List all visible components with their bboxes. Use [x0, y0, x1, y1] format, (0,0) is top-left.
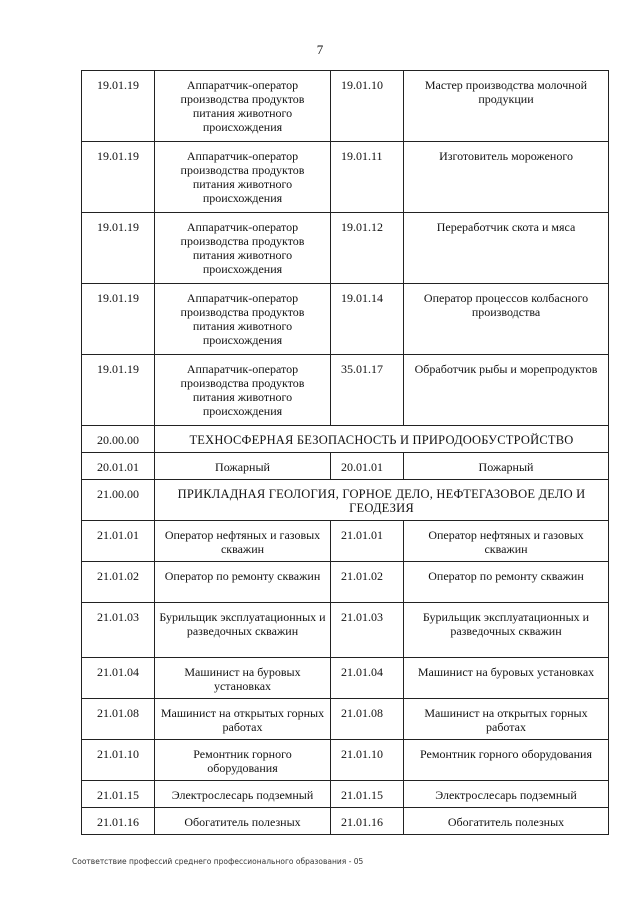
profession-name-left: Аппаратчик-оператор производства продуктов питания животного происхождения [155, 71, 331, 142]
profession-name-left: Аппаратчик-оператор производства продуктов питания животного происхождения [155, 284, 331, 355]
table-row [82, 658, 609, 699]
profession-name-right: Оператор процессов колбасного производства [404, 284, 609, 355]
profession-name-left: Аппаратчик-оператор производства продуктов питания животного происхождения [155, 142, 331, 213]
profession-name-right: Обогатитель полезных [404, 808, 609, 835]
profession-name-right: Машинист на открытых горных работах [404, 699, 609, 740]
profession-name-right: Обработчик рыбы и морепродуктов [404, 355, 609, 426]
table-row [82, 453, 609, 480]
profession-code-right: 19.01.12 [331, 213, 404, 284]
profession-name-left: Оператор по ремонту скважин [155, 562, 331, 603]
profession-code-right: 20.01.01 [331, 453, 404, 480]
profession-code-right: 21.01.10 [331, 740, 404, 781]
profession-name-left: Аппаратчик-оператор производства продуктов питания животного происхождения [155, 355, 331, 426]
profession-code-right: 21.01.01 [331, 521, 404, 562]
section-code: 20.00.00 [82, 426, 155, 453]
table-row [82, 213, 609, 284]
profession-code-left: 21.01.08 [82, 699, 155, 740]
profession-name-right: Изготовитель мороженого [404, 142, 609, 213]
table-row [82, 521, 609, 562]
table-row [82, 808, 609, 835]
profession-name-right: Пожарный [404, 453, 609, 480]
section-title: ТЕХНОСФЕРНАЯ БЕЗОПАСНОСТЬ И ПРИРОДООБУСТРОЙСТВО [155, 426, 609, 453]
profession-name-left: Ремонтник горного оборудования [155, 740, 331, 781]
profession-code-right: 21.01.15 [331, 781, 404, 808]
profession-name-right: Ремонтник горного оборудования [404, 740, 609, 781]
profession-code-right: 19.01.14 [331, 284, 404, 355]
profession-code-right: 21.01.04 [331, 658, 404, 699]
section-row [82, 480, 609, 521]
profession-name-left: Пожарный [155, 453, 331, 480]
profession-code-right: 35.01.17 [331, 355, 404, 426]
profession-code-left: 19.01.19 [82, 142, 155, 213]
table-row [82, 71, 609, 142]
table-row [82, 562, 609, 603]
profession-code-left: 19.01.19 [82, 213, 155, 284]
profession-name-left: Машинист на буровых установках [155, 658, 331, 699]
profession-code-left: 21.01.01 [82, 521, 155, 562]
profession-code-left: 21.01.10 [82, 740, 155, 781]
professions-table [81, 70, 609, 835]
profession-name-right: Переработчик скота и мяса [404, 213, 609, 284]
table-row [82, 284, 609, 355]
page-footer: Соответствие профессий среднего профессионального образования - 05 [72, 857, 364, 866]
profession-code-right: 19.01.11 [331, 142, 404, 213]
profession-name-left: Электрослесарь подземный [155, 781, 331, 808]
profession-code-right: 21.01.02 [331, 562, 404, 603]
profession-name-right: Бурильщик эксплуатационных и разведочных скважин [404, 603, 609, 658]
professions-table-body [82, 71, 609, 835]
table-row [82, 142, 609, 213]
section-code: 21.00.00 [82, 480, 155, 521]
profession-name-left: Бурильщик эксплуатационных и разведочных скважин [155, 603, 331, 658]
table-row [82, 781, 609, 808]
profession-code-right: 21.01.08 [331, 699, 404, 740]
profession-name-right: Оператор по ремонту скважин [404, 562, 609, 603]
profession-code-left: 21.01.15 [82, 781, 155, 808]
profession-code-left: 19.01.19 [82, 71, 155, 142]
profession-code-left: 21.01.03 [82, 603, 155, 658]
profession-name-right: Оператор нефтяных и газовых скважин [404, 521, 609, 562]
section-row [82, 426, 609, 453]
profession-code-left: 19.01.19 [82, 355, 155, 426]
profession-code-left: 20.01.01 [82, 453, 155, 480]
table-row [82, 699, 609, 740]
profession-name-left: Обогатитель полезных [155, 808, 331, 835]
profession-name-right: Машинист на буровых установках [404, 658, 609, 699]
profession-code-right: 21.01.03 [331, 603, 404, 658]
page-number: 7 [316, 42, 324, 57]
profession-code-left: 21.01.02 [82, 562, 155, 603]
profession-code-left: 21.01.16 [82, 808, 155, 835]
profession-name-right: Электрослесарь подземный [404, 781, 609, 808]
profession-code-left: 21.01.04 [82, 658, 155, 699]
profession-code-left: 19.01.19 [82, 284, 155, 355]
profession-name-left: Аппаратчик-оператор производства продуктов питания животного происхождения [155, 213, 331, 284]
profession-name-right: Мастер производства молочной продукции [404, 71, 609, 142]
table-row [82, 603, 609, 658]
profession-code-right: 19.01.10 [331, 71, 404, 142]
section-title: ПРИКЛАДНАЯ ГЕОЛОГИЯ, ГОРНОЕ ДЕЛО, НЕФТЕГАЗОВОЕ ДЕЛО И ГЕОДЕЗИЯ [155, 480, 609, 521]
table-row [82, 740, 609, 781]
profession-name-left: Оператор нефтяных и газовых скважин [155, 521, 331, 562]
profession-code-right: 21.01.16 [331, 808, 404, 835]
table-row [82, 355, 609, 426]
profession-name-left: Машинист на открытых горных работах [155, 699, 331, 740]
